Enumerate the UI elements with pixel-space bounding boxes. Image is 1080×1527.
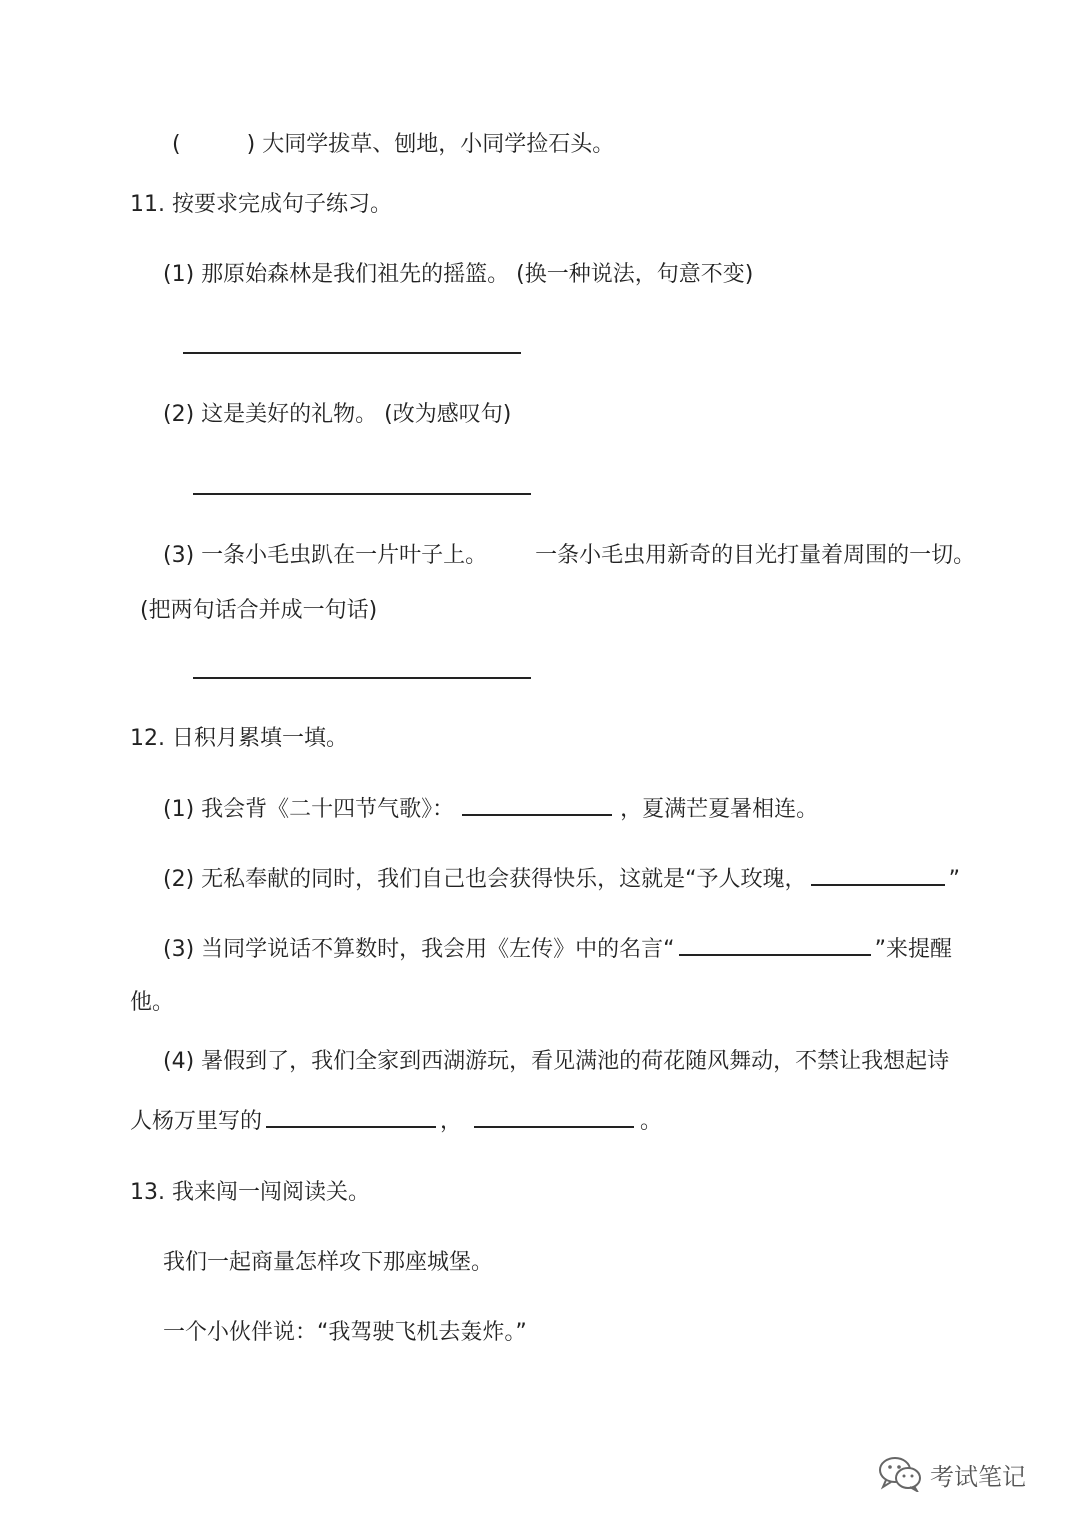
fill-blank [474,1125,634,1128]
watermark-text: 考试笔记 [930,1462,1026,1491]
fill-blank [266,1125,436,1128]
question-12-title: 12. 日积月累填一填。 [130,726,348,751]
q11-sub-3-instruction: (把两句话合并成一句话) [140,598,378,623]
q12-sub-1: (1) 我会背《二十四节气歌》： ，夏满芒夏暑相连。 [163,797,819,822]
q11-sub-1: (1) 那原始森林是我们祖先的摇篮。 (换一种说法，句意不变) [163,262,754,287]
q12-sub-3-continued: 他。 [130,990,175,1015]
q12-sub-4-continued: 人杨万里写的 ， 。 [130,1109,663,1134]
fill-blank [811,883,945,886]
watermark [878,1456,1026,1492]
answer-line [193,677,531,679]
q11-sub-3: (3) 一条小毛虫趴在一片叶子上。 一条小毛虫用新奇的目光打量着周围的一切。 [163,543,976,568]
reading-paragraph-2: 一个小伙伴说：“我驾驶飞机去轰炸。” [163,1320,527,1345]
fill-blank [679,953,871,956]
answer-line [193,493,531,495]
question-13-title: 13. 我来闯一闯阅读关。 [130,1180,370,1205]
q12-sub-4: (4) 暑假到了，我们全家到西湖游玩，看见满池的荷花随风舞动，不禁让我想起诗 [163,1049,950,1074]
wechat-icon [878,1456,922,1492]
q12-sub-3: (3) 当同学说话不算数时，我会用《左传》中的名言“ ”来提醒 [163,937,952,962]
reading-paragraph-1: 我们一起商量怎样攻下那座城堡。 [163,1250,494,1275]
fill-blank [462,813,612,816]
answer-line [183,352,521,354]
line-item-1: ( ) 大同学拔草、刨地，小同学捡石头。 [172,132,615,157]
question-11-title: 11. 按要求完成句子练习。 [130,192,392,217]
q12-sub-2: (2) 无私奉献的同时，我们自己也会获得快乐，这就是“予人玫瑰， ” [163,867,960,892]
q11-sub-2: (2) 这是美好的礼物。 (改为感叹句) [163,402,512,427]
